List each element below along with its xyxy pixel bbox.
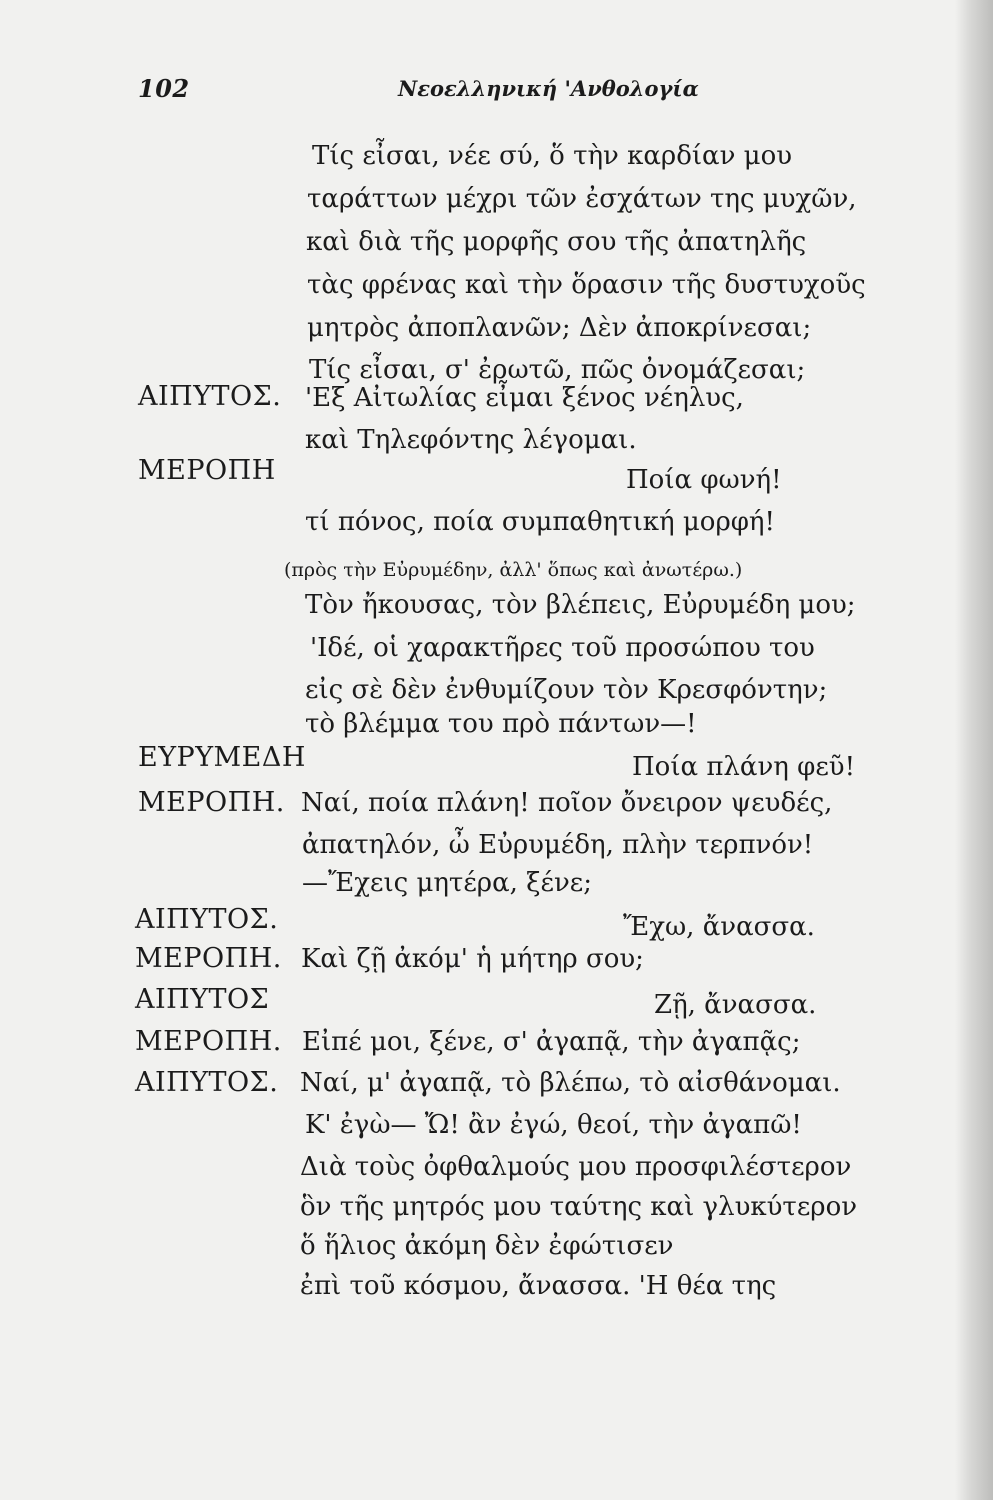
verse-line: 'Ιδέ, οἱ χαρακτῆρες τοῦ προσώπου του xyxy=(310,633,815,663)
verse-line: ἐπὶ τοῦ κόσμου, ἄνασσα. 'Η θέα της xyxy=(300,1271,777,1301)
verse-line: Κ' ἐγὼ— Ὤ! ἂν ἐγώ, θεοί, τὴν ἀγαπῶ! xyxy=(305,1110,802,1140)
page-number: 102 xyxy=(138,74,190,103)
verse-line: ἀπατηλόν, ὦ Εὐρυμέδη, πλὴν τερπνόν! xyxy=(302,830,814,860)
verse-line: τὸ βλέμμα του πρὸ πάντων—! xyxy=(305,709,697,739)
verse-line: Τίς εἶσαι, σ' ἐρωτῶ, πῶς ὀνομάζεσαι; xyxy=(309,355,806,385)
verse-line: ταράττων μέχρι τῶν ἐσχάτων της μυχῶν, xyxy=(307,184,857,214)
verse-line: 'Εξ Αἰτωλίας εἶμαι ξένος νέηλυς, xyxy=(305,383,744,413)
verse-line: καὶ Τηλεφόντης λέγομαι. xyxy=(305,425,637,455)
verse-line: εἰς σὲ δὲν ἐνθυμίζουν τὸν Κρεσφόντην; xyxy=(305,675,828,705)
verse-line: καὶ διὰ τῆς μορφῆς σου τῆς ἀπατηλῆς xyxy=(306,227,807,257)
speaker-merope: ΜΕΡΟΠΗ xyxy=(138,455,276,486)
speaker-aipytos: ΑΙΠΥΤΟΣ xyxy=(135,984,270,1015)
verse-line: τὰς φρένας καὶ τὴν ὅρασιν τῆς δυστυχοῦς xyxy=(307,270,866,300)
speaker-merope: ΜΕΡΟΠΗ. xyxy=(138,787,285,818)
stage-direction: (πρὸς τὴν Εὐρυμέδην, ἀλλ' ὅπως καὶ ἀνωτέρω.) xyxy=(284,559,743,581)
verse-line: Ποία πλάνη φεῦ! xyxy=(632,752,856,782)
verse-line: Τὸν ἤκουσας, τὸν βλέπεις, Εὐρυμέδη μου; xyxy=(305,590,856,620)
running-title: Νεοελληνική 'Ανθολογία xyxy=(398,76,699,101)
verse-line: Καὶ ζῇ ἀκόμ' ἡ μήτηρ σου; xyxy=(301,944,644,974)
speaker-merope: ΜΕΡΟΠΗ. xyxy=(135,943,282,974)
verse-line: Ἔχω, ἄνασσα. xyxy=(623,912,815,942)
page-edge-shadow xyxy=(955,0,993,1500)
verse-line: Ναί, ποία πλάνη! ποῖον ὄνειρον ψευδές, xyxy=(301,788,833,818)
speaker-merope: ΜΕΡΟΠΗ. xyxy=(135,1026,282,1057)
verse-line: Ποία φωνή! xyxy=(626,465,782,495)
verse-line: μητρὸς ἀποπλανῶν; Δὲν ἀποκρίνεσαι; xyxy=(307,313,812,343)
speaker-eurymede: ΕΥΡΥΜΕΔΗ xyxy=(138,742,306,773)
speaker-aipytos: ΑΙΠΥΤΟΣ. xyxy=(135,904,279,935)
verse-line: ὅ ἥλιος ἀκόμη δὲν ἐφώτισεν xyxy=(300,1231,674,1261)
speaker-aipytos: ΑΙΠΥΤΟΣ. xyxy=(138,381,282,412)
verse-line: ὃν τῆς μητρός μου ταύτης καὶ γλυκύτερον xyxy=(300,1192,858,1222)
speaker-aipytos: ΑΙΠΥΤΟΣ. xyxy=(135,1067,279,1098)
verse-line: Ζῇ, ἄνασσα. xyxy=(654,990,817,1020)
verse-line: —Ἔχεις μητέρα, ξένε; xyxy=(302,868,592,898)
verse-line: Εἰπέ μοι, ξένε, σ' ἀγαπᾷ, τὴν ἀγαπᾷς; xyxy=(302,1027,801,1057)
verse-line: Ναί, μ' ἀγαπᾷ, τὸ βλέπω, τὸ αἰσθάνομαι. xyxy=(300,1068,841,1098)
verse-line: τί πόνος, ποία συμπαθητική μορφή! xyxy=(305,507,775,537)
verse-line: Τίς εἶσαι, νέε σύ, ὅ τὴν καρδίαν μου xyxy=(312,141,793,171)
verse-line: Διὰ τοὺς ὀφθαλμούς μου προσφιλέστερον xyxy=(300,1152,852,1182)
